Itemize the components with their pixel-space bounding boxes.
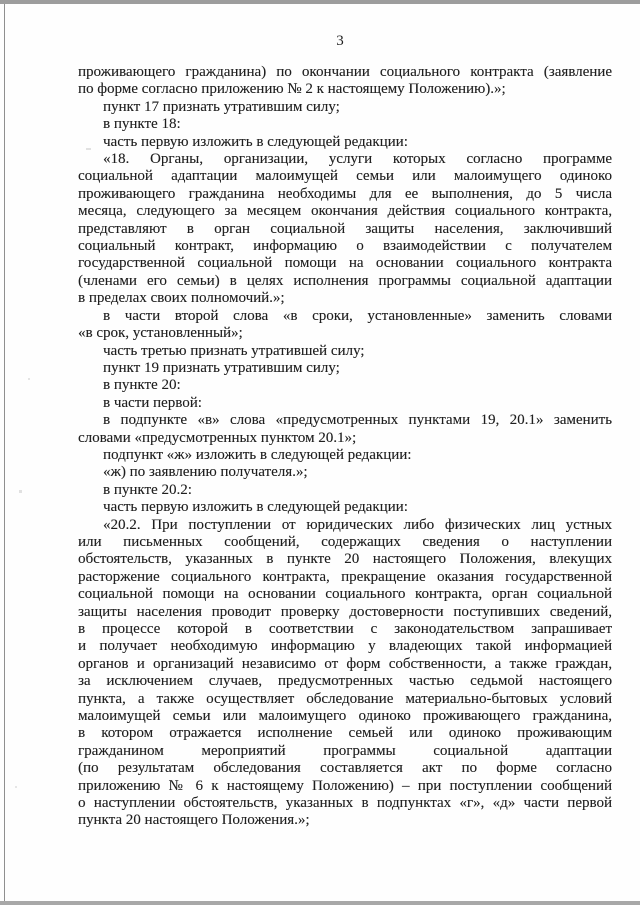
text-line: пункта, а также осуществляет обследование материально-бытовых условий: [78, 690, 612, 707]
text-line: (членами его семьи) в целях исполнения программы социальной адаптации: [78, 272, 612, 289]
text-line: в части первой:: [103, 394, 202, 411]
text-line: социальной помощи на основании социального контракта, орган социальной: [78, 586, 612, 603]
text-line: (по результатам обследования составляется акт по форме согласно: [78, 760, 612, 777]
text-line: в процессе которой в соответствии с законодательством запрашивает: [78, 621, 612, 637]
paragraph: [78, 308, 612, 343]
paragraph: [78, 395, 612, 412]
text-line: расторжение социального контракта, прекращение оказания государственной: [78, 568, 612, 585]
scan-speck: [15, 786, 17, 788]
text-line: государственной социальной помощи на основании социального контракта: [78, 255, 612, 272]
text-line: часть первую изложить в следующей редакции:: [103, 499, 408, 516]
text-line: обстоятельств, указанных в пункте 20 настоящего Положения, влекущих: [78, 551, 612, 568]
paragraph: [78, 134, 612, 151]
paragraph: [78, 64, 612, 99]
text-line: «20.2. При поступлении от юридических либо физических лиц устных: [103, 516, 612, 533]
text-line: социальной адаптации малоимущей семьи или малоимущего одиноко: [78, 168, 612, 185]
text-line: пункта 20 настоящего Положения.»;: [78, 812, 310, 829]
text-line: приложению № 6 к настоящему Положению) – при поступлении сообщений: [78, 777, 612, 794]
text-line: и получает необходимую информацию у владеющих такой информацией: [78, 638, 612, 655]
text-line: в пункте 20:: [103, 377, 181, 394]
text-line: проживающего гражданина необходимы для ее выполнения, до 5 числа: [78, 185, 612, 202]
scan-edge-top: [0, 0, 640, 4]
text-line: защиты населения проводит проверку достоверности поступивших сведений,: [78, 603, 612, 620]
text-line: «в срок, установленный»;: [78, 325, 243, 342]
scan-speck: [19, 490, 22, 493]
scan-edge-bottom: [0, 901, 640, 905]
text-line: часть третью признать утратившей силу;: [103, 342, 365, 359]
paragraph: [78, 447, 612, 464]
paragraph: [78, 116, 612, 133]
text-line: «ж) по заявлению получателя.»;: [103, 464, 308, 481]
text-line: в подпункте «в» слова «предусмотренных пунктами 19, 20.1» заменить: [103, 412, 612, 429]
document-body: [78, 64, 612, 830]
text-line: в пункте 20.2:: [103, 481, 192, 498]
text-line: малоимущей семьи или малоимущего одиноко проживающего гражданина,: [78, 708, 612, 725]
text-line: проживающего гражданина) по окончании социального контракта (заявление: [78, 64, 612, 80]
text-line: органов и организаций независимо от форм собственности, а также граждан,: [78, 655, 612, 672]
text-line: в пределах своих полномочий.»;: [78, 290, 285, 307]
paragraph: [78, 360, 612, 377]
paragraph: [78, 412, 612, 447]
text-line: по форме согласно приложению № 2 к настоящему Положению).»;: [78, 81, 506, 98]
text-line: в части второй слова «в сроки, установленные» заменить словами: [103, 307, 612, 324]
text-line: пункт 17 признать утратившим силу;: [103, 98, 340, 115]
text-line: в котором отражается исполнение семьей или одиноко проживающим: [78, 725, 612, 742]
text-line: пункт 19 признать утратившим силу;: [103, 359, 340, 376]
scan-edge-left-line: [4, 4, 5, 901]
text-line: за исключением случаев, предусмотренных частью седьмой настоящего: [78, 673, 612, 690]
text-line: часть первую изложить в следующей редакции:: [103, 133, 408, 150]
text-line: подпункт «ж» изложить в следующей редакции:: [103, 446, 412, 463]
paragraph: [78, 377, 612, 394]
paragraph: [78, 517, 612, 830]
text-line: «18. Органы, организации, услуги которых согласно программе: [103, 151, 612, 168]
paragraph: [78, 482, 612, 499]
paragraph: [78, 151, 612, 308]
paragraph: [78, 343, 612, 360]
text-line: гражданином мероприятий программы социальной адаптации: [78, 742, 612, 759]
scan-speck: [28, 378, 30, 380]
text-line: месяца, следующего за месяцем окончания действия социального контракта,: [78, 203, 612, 220]
paragraph: [78, 99, 612, 116]
text-line: представляют в орган социальной защиты населения, заключивший: [78, 220, 612, 237]
text-line: о наступлении обстоятельств, указанных в подпунктах «г», «д» части первой: [78, 795, 612, 812]
paragraph: [78, 464, 612, 481]
text-line: в пункте 18:: [103, 116, 181, 133]
text-line: словами «предусмотренных пунктом 20.1»;: [78, 429, 357, 446]
text-line: или письменных сообщений, содержащих сведения о наступлении: [78, 533, 612, 550]
text-line: социальный контракт, информацию о взаимодействии с получателем: [78, 238, 612, 255]
page-number: 3: [336, 33, 344, 49]
paragraph: [78, 499, 612, 516]
